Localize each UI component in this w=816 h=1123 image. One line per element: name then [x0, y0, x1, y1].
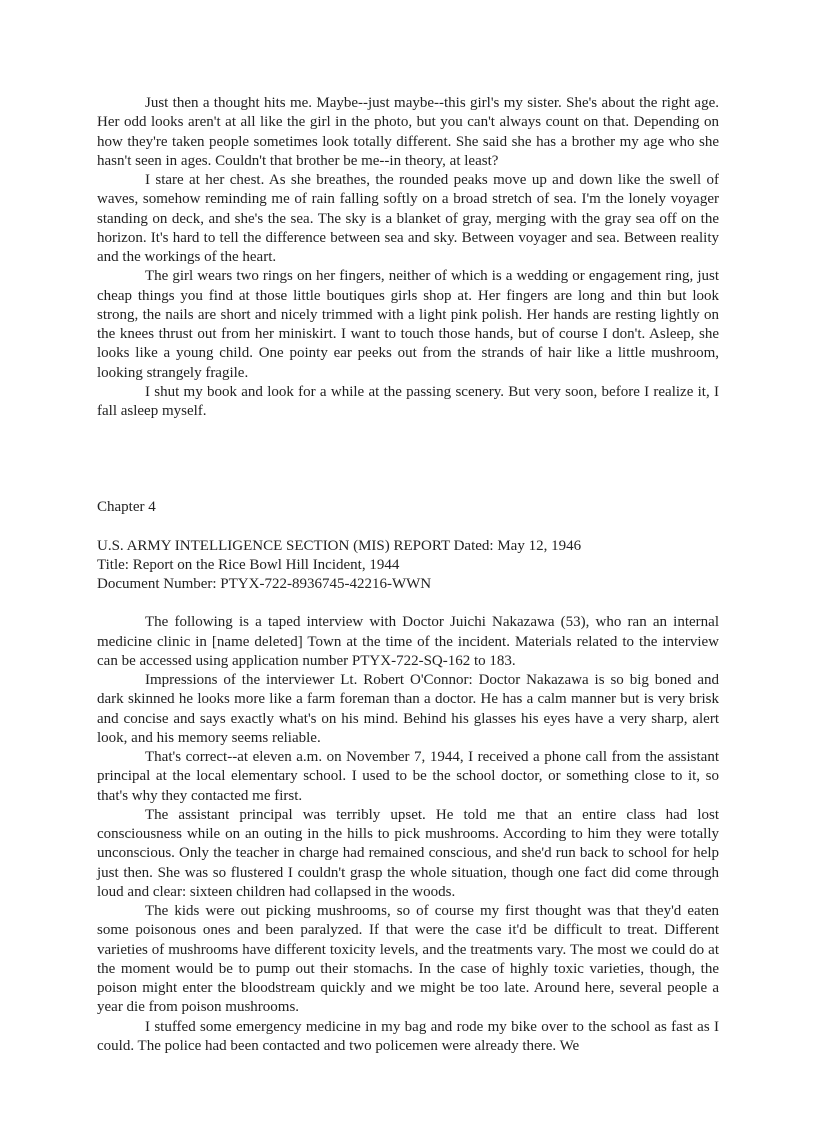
paragraph: I stuffed some emergency medicine in my bag and rode my bike over to the school as fast as I could. The police had been contacted and two policemen were already there. We	[97, 1018, 719, 1054]
paragraph: The girl wears two rings on her fingers, neither of which is a wedding or engagement ring, just cheap things you find at those little boutiques girls shop at. Her fingers are long and thin but look strong, the nails are short and nicely trimmed with a light pink polish. Her hands are resting lightly on the knees thrust out from her miniskirt. I want to touch those hands, but of course I don't. Asleep, she looks like a young child. One pointy ear peeks out from the strands of hair like a little mushroom, looking strangely fragile.	[97, 268, 719, 381]
paragraph: I stare at her chest. As she breathes, the rounded peaks move up and down like the swell of waves, somehow reminding me of rain falling softly on a broad stretch of sea. I'm the lonely voyager standing on deck, and she's the sea. The sky is a blanket of gray, merging with the gray sea off on the horizon. It's hard to tell the difference between sea and sky. Between voyager and sea. Between reality and the workings of the heart.	[97, 172, 719, 265]
paragraph: That's correct--at eleven a.m. on November 7, 1944, I received a phone call from the assistant principal at the local elementary school. I used to be the school doctor, or something close to it, so that's why they contacted me first.	[97, 749, 719, 804]
paragraph: I shut my book and look for a while at the passing scenery. But very soon, before I realize it, I fall asleep myself.	[97, 383, 719, 419]
section-spacer	[97, 518, 719, 537]
report-header-line: U.S. ARMY INTELLIGENCE SECTION (MIS) REPORT Dated: May 12, 1946	[97, 537, 582, 554]
paragraph: The following is a taped interview with Doctor Juichi Nakazawa (53), who ran an internal medicine clinic in [name deleted] Town at the time of the incident. Materials related to the interview can be accessed using application number PTYX-722-SQ-162 to 183.	[97, 614, 719, 669]
paragraph: Impressions of the interviewer Lt. Robert O'Connor: Doctor Nakazawa is so big boned and dark skinned he looks more like a farm foreman than a doctor. He has a calm manner but is very brisk and concise and says exactly what's on his mind. Behind his glasses his eyes have a very sharp, alert look, and his memory seems reliable.	[97, 672, 719, 746]
document-page	[97, 94, 719, 1056]
section-spacer	[97, 594, 719, 613]
paragraph: Just then a thought hits me. Maybe--just maybe--this girl's my sister. She's about the right age. Her odd looks aren't at all like the girl in the photo, but you can't always count on that. Depending on how they're taken people sometimes look totally different. She said she has a brother my age who she hasn't seen in ages. Couldn't that brother be me--in theory, at least?	[97, 95, 719, 169]
report-document-number: Document Number: PTYX-722-8936745-42216-WWN	[97, 576, 432, 592]
paragraph: The kids were out picking mushrooms, so of course my first thought was that they'd eaten some poisonous ones and been paralyzed. If that were the case it'd be difficult to treat. Different varieties of mushrooms have different toxicity levels, and the treatments vary. The most we could do at the moment would be to pump out their stomachs. In the case of highly toxic varieties, though, the poison might enter the bloodstream quickly and we might be too late. Around here, several people a year die from poison mushrooms.	[97, 903, 719, 1016]
chapter-heading: Chapter 4	[97, 499, 156, 516]
report-title-line: Title: Report on the Rice Bowl Hill Incident, 1944	[97, 556, 400, 573]
paragraph: The assistant principal was terribly upset. He told me that an entire class had lost consciousness while on an outing in the hills to pick mushrooms. According to him they were totally unconscious. Only the teacher in charge had remained conscious, and she'd run back to school for help just then. She was so flustered I couldn't grasp the whole situation, though one fact did come through loud and clear: sixteen children had collapsed in the woods.	[97, 806, 719, 900]
section-spacer	[97, 421, 719, 498]
